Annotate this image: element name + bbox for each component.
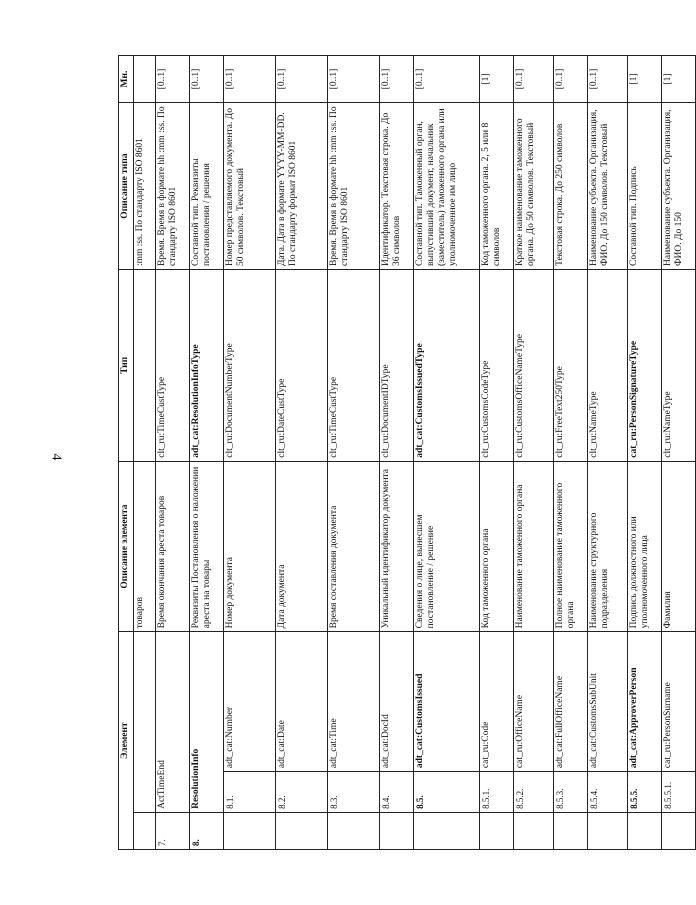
table-row — [662, 56, 696, 850]
element-type — [134, 270, 156, 462]
multiplicity: [0..1] — [276, 56, 328, 103]
multiplicity: [0..1] — [190, 56, 224, 103]
type-description: Номер представляемого документа. До 50 символов. Текстовый — [224, 103, 276, 270]
row-number — [628, 812, 662, 849]
table-row — [134, 56, 156, 850]
element-description: товаров — [134, 461, 156, 632]
element-name: adt_cat:FullOfficeName — [554, 632, 588, 772]
table-row — [276, 56, 328, 850]
type-description: Наименование субъекта. Организация, ФИО. До 150 — [662, 103, 696, 270]
table-row — [224, 56, 276, 850]
type-description: Идентификатор. Текстовая строка. До 36 символов — [380, 103, 414, 270]
sub-number: 8.5.1. — [480, 772, 514, 813]
element-description: Сведения о лице, вынесшем постановление / решение — [414, 461, 480, 632]
type-description: Наименование субъекта. Организация, ФИО. До 150 символов. Текстовый — [588, 103, 628, 270]
table-row — [328, 56, 380, 850]
table-row — [588, 56, 628, 850]
element-type: clt_ru:TimeCustType — [328, 270, 380, 462]
sub-number: 8.5.3. — [554, 772, 588, 813]
row-number — [554, 812, 588, 849]
element-type: clt_ru:CustomsOfficeNameType — [514, 270, 554, 462]
element-description: Наименование таможенного органа — [514, 461, 554, 632]
type-description: Время. Время в формате hh :mm :ss. По стандарту ISO 8601 — [156, 103, 190, 270]
type-description: Код таможенного органа. 2, 5 или 8 символов — [480, 103, 514, 270]
element-description: Фамилия — [662, 461, 696, 632]
multiplicity: [0..1] — [588, 56, 628, 103]
element-name: adt_cat:Number — [224, 632, 276, 772]
table-row — [380, 56, 414, 850]
table-row — [514, 56, 554, 850]
multiplicity: [0..1] — [554, 56, 588, 103]
multiplicity — [134, 56, 156, 103]
multiplicity: [0..1] — [328, 56, 380, 103]
sub-number: 8.2. — [276, 772, 328, 813]
row-number — [380, 812, 414, 849]
element-description: Номер документа — [224, 461, 276, 632]
sub-number: 8.5.5.1. — [662, 772, 696, 813]
sub-number: 8.1. — [224, 772, 276, 813]
element-description: Подпись должностного или уполномоченного лица — [628, 461, 662, 632]
header-element: Элемент — [119, 632, 134, 850]
header-type-description: Описание типа — [119, 103, 134, 270]
row-number — [662, 812, 696, 849]
element-name: ActTimeEnd — [156, 632, 190, 813]
sub-number: 8.5.2. — [514, 772, 554, 813]
sub-number: 8.4. — [380, 772, 414, 813]
type-description: Краткое наименование таможенного органа. До 50 символов. Текстовый — [514, 103, 554, 270]
element-name: cat_ru:PersonSurname — [662, 632, 696, 772]
element-description: Время окончания ареста товаров — [156, 461, 190, 632]
element-type: adt_cat:CustomsIssuedType — [414, 270, 480, 462]
row-number — [480, 812, 514, 849]
sub-number: 8.5.4. — [588, 772, 628, 813]
multiplicity: [1] — [628, 56, 662, 103]
type-description: Время. Время в формате hh :mm :ss. По стандарту ISO 8601 — [328, 103, 380, 270]
table-row — [628, 56, 662, 850]
type-description: Текстовая строка. До 250 символов — [554, 103, 588, 270]
element-name: adt_cat:CustomsSubUnit — [588, 632, 628, 772]
multiplicity: [0..1] — [224, 56, 276, 103]
table-row — [190, 56, 224, 850]
element-description: Реквизиты Постановления о наложении ареста на товары — [190, 461, 224, 632]
element-name: cat_ru:OfficeName — [514, 632, 554, 772]
sub-number: 8.5. — [414, 772, 480, 813]
row-number — [414, 812, 480, 849]
type-description: Составной тип. Подпись — [628, 103, 662, 270]
element-description: Код таможенного органа — [480, 461, 514, 632]
rotated-page — [118, 55, 684, 850]
element-type: clt_ru:NameType — [662, 270, 696, 462]
element-name: adt_cat:CustomsIssued — [414, 632, 480, 772]
element-type: clt_ru:DateCustType — [276, 270, 328, 462]
element-name: adt_cat:ApproverPerson — [628, 632, 662, 772]
multiplicity: [0..1] — [514, 56, 554, 103]
table-row — [156, 56, 190, 850]
element-name: ResolutionInfo — [190, 632, 224, 813]
sub-number: 8.3. — [328, 772, 380, 813]
element-description: Полное наименование таможенного органа — [554, 461, 588, 632]
header-multiplicity: Мн. — [119, 56, 134, 103]
element-name: cat_ru:Code — [480, 632, 514, 772]
element-type: cat_ru:PersonSignatureType — [628, 270, 662, 462]
element-type: clt_ru:NameType — [588, 270, 628, 462]
element-name: adt_cat:Date — [276, 632, 328, 772]
row-number: 7. — [156, 812, 190, 849]
multiplicity: [0..1] — [414, 56, 480, 103]
header-description: Описание элемента — [119, 461, 134, 632]
row-number — [588, 812, 628, 849]
element-type: clt_ru:CustomsCodeType — [480, 270, 514, 462]
table-row — [480, 56, 514, 850]
element-type: clt_ru:TimeCustType — [156, 270, 190, 462]
row-number — [134, 812, 156, 849]
table-row — [414, 56, 480, 850]
multiplicity: [1] — [662, 56, 696, 103]
element-type: clt_ru:DocumentNumberType — [224, 270, 276, 462]
row-number: 8. — [190, 812, 224, 849]
row-number — [224, 812, 276, 849]
element-type: adt_cat:ResolutionInfoType — [190, 270, 224, 462]
elements-table — [118, 55, 696, 850]
row-number — [514, 812, 554, 849]
element-description: Время составления документа — [328, 461, 380, 632]
row-number — [276, 812, 328, 849]
table-body — [134, 56, 696, 850]
sub-number: 8.5.5. — [628, 772, 662, 813]
header-type: Тип — [119, 270, 134, 462]
multiplicity: [0..1] — [380, 56, 414, 103]
table-row — [554, 56, 588, 850]
type-description: :mm :ss. По стандарту ISO 8601 — [134, 103, 156, 270]
type-description: Дата. Дата в формате YYYY-MM-DD. По стандарту формат ISO 8601 — [276, 103, 328, 270]
element-description: Наименование структурного подразделения — [588, 461, 628, 632]
multiplicity: [0..1] — [156, 56, 190, 103]
multiplicity: [1] — [480, 56, 514, 103]
type-description: Составной тип. Реквизиты постановления / решения — [190, 103, 224, 270]
element-type: clt_ru:FreeText250Type — [554, 270, 588, 462]
element-type: clt_ru:DocumentIDType — [380, 270, 414, 462]
table-header — [119, 56, 134, 850]
element-description: Уникальный идентификатор документа — [380, 461, 414, 632]
page-number: 4 — [48, 453, 64, 461]
element-name — [134, 632, 156, 813]
element-name: adt_cat:DocId — [380, 632, 414, 772]
element-description: Дата документа — [276, 461, 328, 632]
row-number — [328, 812, 380, 849]
type-description: Составной тип. Таможенный орган, выпустивший документ, начальник (заместитель) таможенного органа или уполномоченное им лицо — [414, 103, 480, 270]
element-name: adt_cat:Time — [328, 632, 380, 772]
